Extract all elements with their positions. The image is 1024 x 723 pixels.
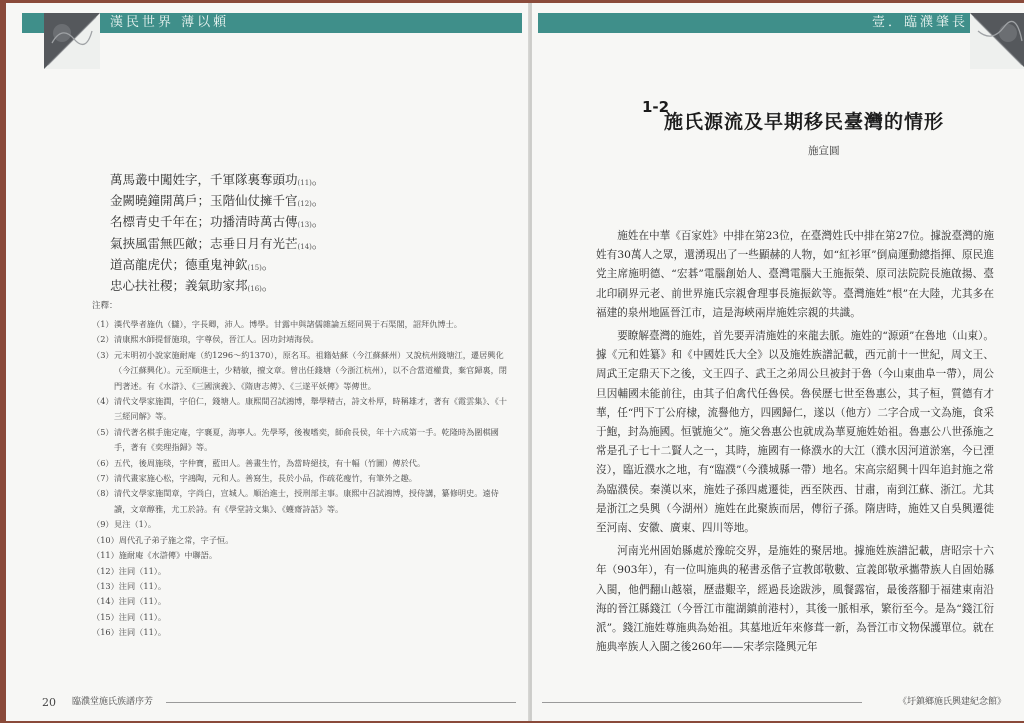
poem-line: 金闕曉鐘開萬戶；玉階仙仗擁千官(12)。 [110, 193, 325, 209]
right-header-text: 壹．臨濮肇長 [871, 15, 968, 30]
article-author: 施宣圓 [808, 145, 840, 157]
left-page [6, 3, 530, 721]
note-item: （16） 注同（11）。 [92, 627, 167, 638]
note-item: （4） 清代文學家施潤，字伯仁，錢塘人。康熙間召試鴻博，舉學精古，詩文朴厚，時稱雄才，著有《霞雲集》、《十三經同解》等。 [92, 396, 507, 422]
note-item: （2） 清康熙水師提督施琅，字尊侯，晉江人。因功封靖海侯。 [92, 334, 319, 345]
poem-line: 名標青史千年在；功播清時萬古傳(13)。 [110, 214, 325, 230]
note-item: （14） 注同（11）。 [92, 596, 167, 607]
note-item: （12） 注同（11）。 [92, 565, 167, 576]
section-number: 1-2 [642, 98, 670, 116]
note-item: （15） 注同（11）。 [92, 611, 167, 622]
right-footer-rule [542, 702, 862, 703]
article-title: 施氏源流及早期移民臺灣的情形 [664, 111, 945, 133]
poem-line: 萬馬叢中闖姓字，千軍隊裏奪頭功(11)。 [110, 172, 325, 187]
note-item: （13） 注同（11）。 [92, 580, 167, 591]
note-item: （5） 清代著名棋手施定庵，字襄夏，海寧人。先學琴，後複嗜奕，師俞長侯，年十六成第一手。乾隆時為圍棋國手，著有《奕理指歸》等。 [92, 426, 499, 453]
poem-line: 氣挾風雷無匹敵；志垂日月有光芒(14)。 [110, 235, 325, 251]
corner-ornament-icon [970, 13, 1024, 69]
note-item: （9） 見注（1）。 [92, 519, 157, 530]
body-paragraph: 施姓在中華《百家姓》中排在第23位，在臺灣姓氏中排在第27位。據說臺灣的施姓有30萬人之眾，還湧現出了一些顯赫的人物，如“紅衫軍”倒扁運動總指揮、原民進党主席施明德、“宏碁”電腦創始人、臺灣電腦大王施振榮、原司法院院長施啟揚、臺北印刷界元老、前世界施氏宗親會理事長施振欽等。臺灣施姓“根”在大陸，尤其多在福建的泉州地區晉江市，這是海峽兩岸施姓宗親的共識。 [596, 230, 994, 319]
note-item: （11） 施耐庵《水滸傳》中聯語。 [92, 550, 218, 561]
right-footer-book-title: 《圩鎮鄉施氏興建紀念館》 [897, 697, 1006, 707]
note-item: （3） 元末明初小說家施耐庵（約1296～約1370），原名耳。祖籍姑蘇（今江蘇蘇州）又說杭州錢塘江，遷居興化（今江蘇興化）。元至順進士，少精敏，擅文章。曾出任錢塘（今浙江杭州），以不合當道權貴，棄官歸裏，閉門著述。有《水滸》、《三國演義》、《隋唐志傳》、《三遂平妖傳》等傳世。 [92, 349, 507, 391]
left-header-text: 漢民世界 薄以頼 [110, 15, 230, 30]
right-header-band [538, 13, 978, 33]
note-item: （1） 漢代學者施仇（讎），字長卿，沛人。博學。甘露中與諸儒雜論五經同異于石渠閣，詔拜仇博士。 [92, 319, 462, 329]
note-item: （6） 五代，後周施琰，字仲寶，藍田人。善畫生竹，為當時絕技，有十幅（竹圖）傳於代。 [92, 457, 426, 468]
body-paragraph: 要瞭解臺灣的施姓，首先要弄清施姓的來龍去脈。施姓的“源頭”在魯地（山東）。據《元和姓纂》和《中國姓氏大全》以及施姓族譜記載，西元前十一世紀，周文王、周武王定鼎天下之後，文王四子、武王之弟周公旦被封于魯（今山東曲阜一帶），周公旦因輔國未能前往，由其子伯禽代任魯侯。魯侯歷七世至魯惠公，其子桓，質德有才華，任“門下丁公府棣，流譽他方，四國歸仁，遂以（他方）二字合成一文為施，食采于鮑，封為施國。恒號施父”。施父魯惠公也就成為華夏施姓始祖。魯惠公八世孫施之常是孔子七十二賢人之一，其時，施國有一條濮水的大江（濮水因河道淤塞，今已湮沒），臨近濮水之地，有“臨濮”（今濮城縣一帶）地名。宋高宗紹興十四年追封施之常為臨濮侯。秦漢以來，施姓子孫四處遷徙，西至陝西、甘肅，南到江蘇、浙江。尤其是浙江之吳興（今湖州）施姓在此聚族而居，傳衍子孫。隋唐時，施姓又自吳興遷徙至河南、安徽、廣東、四川等地。 [596, 330, 994, 535]
poem-line: 道高龍虎伏；德重鬼神欽(15)。 [110, 256, 275, 272]
right-page [532, 3, 1024, 721]
note-item: （8） 清代文學家施閏章，字尚白，宣城人。順治進士，授刑部主事。康熙中召試鴻博，授侍講，纂修明史。遠侍讀，文章醇雅，尤工於詩。有《學堂詩文集》、《蠖齋詩話》等。 [92, 488, 499, 514]
notes-list [92, 317, 512, 641]
article-body [596, 227, 994, 661]
corner-ornament-icon [44, 13, 100, 69]
notes-heading: 注釋： [92, 301, 118, 311]
note-item: （10） 周代孔子弟子施之常，字子恒。 [92, 534, 234, 545]
poem-line: 忠心扶社稷；義氣助家邦(16)。 [110, 278, 275, 294]
page-number: 20 [42, 696, 56, 709]
body-paragraph: 河南光州固始縣處於豫皖交界，是施姓的聚居地。據施姓族譜記載，唐昭宗十六年（903年），有一位叫施典的秘書丞偕子宣教郎敬數、宣義郎敬承攜帶族人自固始縣入閩，他們翻山越嶺，歷盡艱辛，經過長途跋涉，風餐露宿，最後落腳于福建東南沿海的晉江縣錢江（今晉江市龍湖鎮前港村），其後一脈相承，繁衍至今。是為“錢江衍派”。錢江施姓尊施典為始祖。其墓地近年來修葺一新，為晉江市文物保護單位。就在施典率族人入閩之後260年——宋孝宗隆興元年 [596, 545, 994, 654]
note-item: （7） 清代畫家施心松，字鴻陶，元和人。善寫生，長於小品，作疏花瘦竹，有筆外之趣。 [92, 473, 417, 484]
poem-block [110, 171, 324, 298]
book-spread [6, 3, 1024, 721]
left-footer-rule [166, 702, 516, 703]
left-footer-book-title: 臨濮堂施氏族譜序芳 [72, 697, 154, 707]
